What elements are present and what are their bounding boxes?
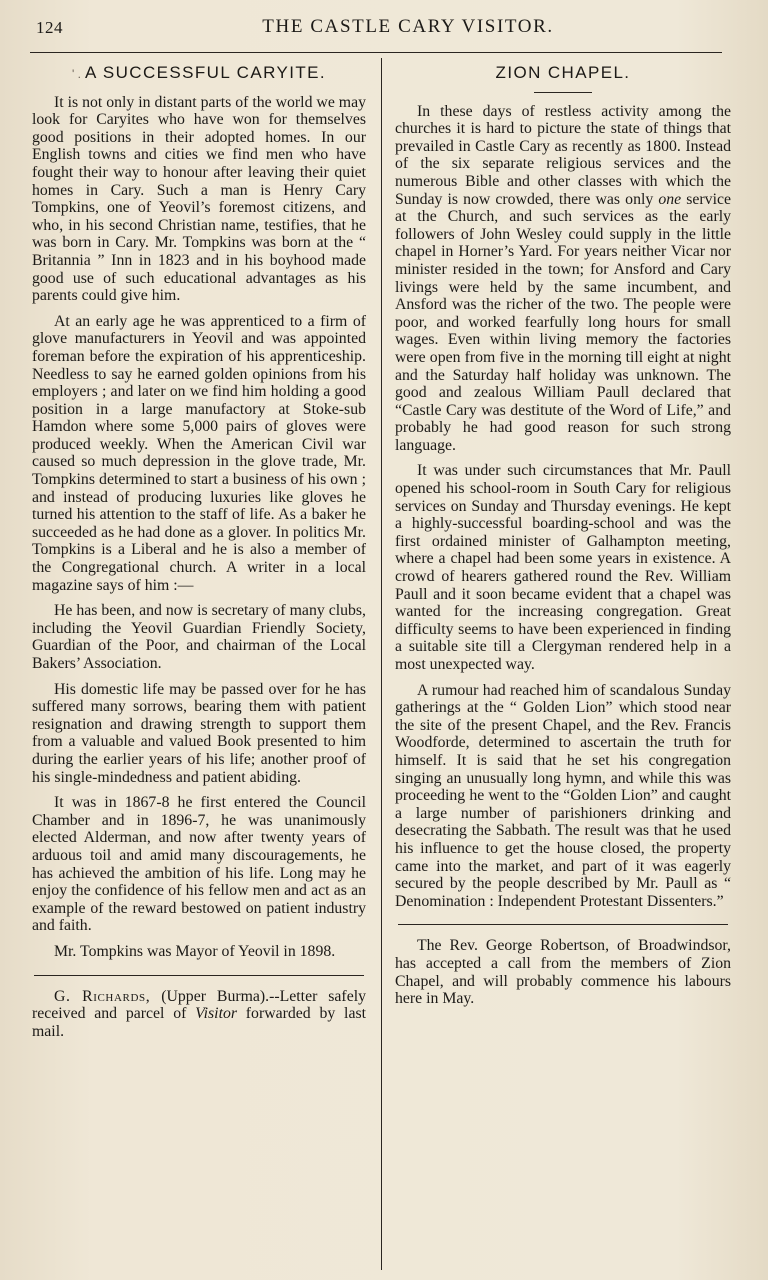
column-divider: [381, 58, 382, 1270]
article-paragraph: He has been, and now is secretary of many clubs, including the Yeovil Guardian Friendly Society, Guardian of the Poor, and chairman of the Local Bakers’ Association.: [32, 602, 366, 672]
right-column: [395, 58, 731, 1016]
article-paragraph: It is not only in distant parts of the world we may look for Caryites who have won for themselves good positions in their adopted homes. In our English towns and cities we find men who have fought their way to honour after leaving their quiet homes in Cary. Such a man is Henry Cary Tompkins, one of Yeovil’s foremost citizens, and who, in his second Christian name, testifies, that he was born in Cary. Mr. Tompkins was born at the “ Britannia ” Inn in 1823 and in his boyhood made good use of such educational advantages as his parents could give him.: [32, 93, 366, 305]
notice-richards: [32, 988, 366, 1041]
article-paragraph: His domestic life may be passed over for he has suffered many sorrows, bearing them with patient resignation and drawing strength to support them from a valuable and valued Book presented to him during the earlier years of his life; another proof of his single-mindedness and patient abiding.: [32, 680, 366, 786]
page-header: [30, 16, 746, 44]
article-paragraph: It was under such circumstances that Mr. Paull opened his school-room in South Cary for religious services on Sunday and Thursday evenings. He kept a highly-successful boarding-school and was the first ordained minister of Galhampton meeting, where a chapel had been some years in existence. A crowd of hearers gathered round the Rev. William Paull and it soon became evident that a chapel was wanted for the increasing congregation. Great difficulty seems to have been experienced in finding a suitable site till a Clergyman rendered help in a most unexpected way.: [395, 462, 731, 673]
notice-italic: Visitor: [195, 1005, 238, 1023]
article-paragraph: At an early age he was apprenticed to a firm of glove manufacturers in Yeovil and was appointed foreman before the expiration of his apprenticeship. Needless to say he earned golden opinions from his employers ; and later on we find him holding a good position in a large manufactory at Stoke-sub Hamdon where some 5,000 pairs of gloves were produced weekly. When the American Civil war caused so much depression in the glove trade, Mr. Tompkins determined to start a business of his own ; and instead of producing luxuries like gloves he turned his attention to the staff of life. As a baker he succeeded as he had done as a glover. In politics Mr. Tompkins is a Liberal and he is also a member of the Congregational church. A writer in a local magazine says of him :—: [32, 312, 366, 594]
article-paragraph: It was in 1867-8 he first entered the Council Chamber and in 1896-7, he was unanimously elected Alderman, and now after twenty years of arduous toil and amid many discouragements, he has achieved the ambition of his life. Long may he enjoy the confidence of his fellow men and act as an example of the reward bestowed on patient industry and faith.: [32, 794, 366, 935]
decorative-mark-icon: ' .: [72, 67, 81, 81]
article-paragraph: A rumour had reached him of scandalous Sunday gatherings at the “ Golden Lion” which stood near the site of the present Chapel, and the Rev. Francis Woodforde, determined to ascertain the truth for himself. It is said that he set his congregation singing an unusually long hymn, and while this was proceeding he went to the “Golden Lion” and caught a large number of parishioners drinking and desecrating the Sabbath. The result was that he used his influence to get the house closed, the property came into the market, and part of it was eagerly secured by the people described by Mr. Paull as “ Denomination : Independent Protestant Dissenters.”: [395, 681, 731, 910]
notice-text-b: forwarded by last mail.: [32, 1005, 366, 1040]
paragraph-text-a: In these days of restless activity among the churches it is hard to picture the state of things that prevailed in Castle Cary as recently as 1800. Instead of the six separate religious services and the numerous Bible and other classes with which the Sunday is now crowded, there was only: [395, 102, 731, 208]
headline-text: A SUCCESSFUL CARYITE.: [84, 63, 326, 82]
paragraph-text-b: service at the Church, and such services as the early followers of John Wesley could supply in the little chapel in Horner’s Yard. For years neither Vicar nor minister resided in the town; for Ansford and Cary livings were held by the same incumbent, and Ansford was the richer of the two. The people were poor, and worked fearfully long hours for small wages. Even within living memory the factories were open from five in the morning till eight at night and the Saturday half holiday was unknown. The good and zealous William Paull declared that “Castle Cary was destitute of the Word of Life,” and probably he had good reason for such strong language.: [395, 190, 731, 454]
running-title: THE CASTLE CARY VISITOR.: [262, 16, 554, 37]
notice-robertson: The Rev. George Robertson, of Broadwindsor, has accepted a call from the members of Zion Chapel, and will probably commence his labours here in May.: [395, 937, 731, 1008]
left-column: [32, 58, 366, 1048]
headline-rule: [534, 92, 592, 93]
article-paragraph: [395, 103, 731, 455]
section-divider: [398, 924, 728, 925]
article-headline-zion-chapel: ZION CHAPEL.: [495, 63, 631, 82]
paragraph-italic: one: [658, 190, 682, 208]
article-headline-successful-caryite: [32, 64, 366, 84]
notice-text-a: (Upper Burma).--Letter safely received and parcel of: [32, 987, 366, 1023]
article-paragraph: Mr. Tompkins was Mayor of Yeovil in 1898.: [54, 942, 336, 960]
page-number: 124: [36, 18, 63, 37]
header-rule: [30, 52, 722, 53]
section-divider: [34, 975, 364, 976]
notice-name: G. Richards,: [54, 987, 151, 1005]
